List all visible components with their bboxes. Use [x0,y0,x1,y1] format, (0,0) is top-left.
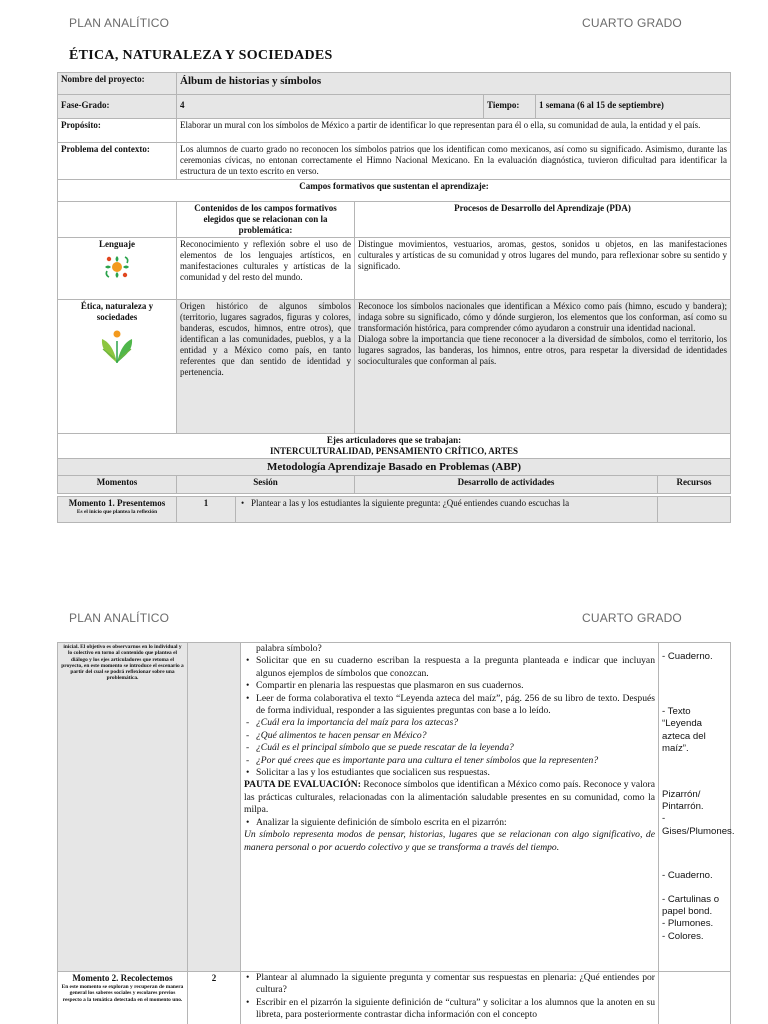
momento2-activities [241,972,659,1024]
row-campos-columns [58,202,731,238]
pda-etica-2: Dialoga sobre la importancia que tiene reconocer a la diversidad de símbolos, como el territorio, los lugares sagrados, las banderas, los himnos, entre otros, para respetar la diversidad de identidades socioculturales que conforman al país. [358,334,727,366]
row-lenguaje [58,238,731,300]
value-tiempo: 1 semana (6 al 15 de septiembre) [536,95,731,119]
momento1-sesion: 1 [177,497,236,523]
page-header-2 [0,607,768,631]
ejes-cell [58,434,731,459]
momento1-desc-cont: inicial. El objetivo es observarnos en lo individual y lo colectivo en torno al contenido que plantea el diálogo y los ejes articuladores que retoma el proyecto, en este momento se introduce el escenario a partir del cual se podrá reflexionar sobre una problemática. [58,643,188,972]
row-activity-columns [58,476,731,494]
activity-item: • Analizar la siguiente definición de símbolo escrita en el pizarrón: [244,817,655,829]
row-momento1-start [58,497,731,523]
pda-lenguaje: Distingue movimientos, vestuarios, aromas, gestos, sonidos u objetos, en las manifestaciones culturales y artísticas de su comunidad y otros lugares del mundo, para reflexionar sobre su sentido y significado. [355,238,731,300]
momento2-cell [58,972,188,1024]
row-momento2 [58,972,731,1024]
row-campos-heading [58,180,731,202]
lenguajes-flower-icon [97,254,137,280]
col-momentos: Momentos [58,476,177,494]
col-pda: Procesos de Desarrollo del Aprendizaje (PDA) [355,202,731,238]
label-fase: Fase-Grado: [58,95,177,119]
definicion-simbolo: Un símbolo representa modos de pensar, historias, lugares que se relacionan con algo significativo, de manera personal o por acuerdo colectivo y que se transforma a través del tiempo. [244,829,655,853]
row-etica [58,300,731,434]
page-gap [0,545,768,595]
question-item: - ¿Por qué crees que es importante para una cultura el tener símbolos que la representen? [244,755,655,767]
row-project-name [58,73,731,95]
row-fase [58,95,731,119]
row-problema [58,143,731,180]
page-2 [0,595,768,1024]
value-problema: Los alumnos de cuarto grado no reconocen los símbolos patrios que los identifican como mexicanos, así como su significado. Asimismo, durante las ceremonias cívicas, no entonan correctamente el Himno Nacional Mexicano. En la evaluación diagnóstica, tuvieron dificultad para identificar la estructura de un texto escrito en verso. [177,143,731,180]
momento1-title: Momento 1. Presentemos [68,498,166,508]
campo-etica-label: Ética, naturaleza y sociedades [80,301,154,322]
metodologia-title: Metodología Aprendizaje Basado en Problemas (ABP) [58,459,731,476]
label-problema: Problema del contexto: [58,143,177,180]
activity-item: • Escribir en el pizarrón la siguiente definición de “cultura” y solicitar a los alumnos que la anoten en su libreta, para posteriormente contrastar dicha información con el concepto [244,997,655,1022]
contenido-etica: Origen histórico de algunos símbolos (territorio, lugares sagrados, figuras y colores, banderas, escudos, himnos, entre otros), que identifican a las comunidades, pueblos, y a la entidad y a México como país, en tanto referentes que dan sentido de identidad y pertenencia. [177,300,355,434]
momento-table-p2 [57,642,735,1024]
ejes-heading: Ejes articuladores que se trabajan: [326,435,462,445]
pauta-evaluacion [244,779,655,816]
project-table [57,72,731,494]
pda-etica-1: Reconoce los símbolos nacionales que identifican a México como país (himno, escudo y bandera); indaga sobre su significado, cómo y dónde surgieron, los elementos que los conforman, así como su transformación histórica, para comprender cómo ayudaron a construir una identidad nacional. [358,301,727,333]
activity-item: • Compartir en plenaria las respuestas que plasmaron en sus cuadernos. [244,680,655,692]
momento2-desc: En este momento se exploran y recuperan de manera general los saberes sociales y escolares previos respecto a la temática detectada en el momento uno. [61,984,184,1003]
row-metodologia [58,459,731,476]
pauta-label: PAUTA DE EVALUACIÓN: [244,779,361,791]
activity-item: • Solicitar que en su cuaderno escriban la respuesta a la pregunta planteada e indicar que incluyan algunos ejemplos de símbolos que conozcan. [244,655,655,680]
question-item: - ¿Cuál era la importancia del maíz para los aztecas? [244,717,655,729]
momento1-sesion-cont [188,643,241,972]
recurso-item: - Texto “Leyenda azteca del maíz”. [662,706,706,754]
activity-item: palabra símbolo? [256,643,322,654]
header-right: CUARTO GRADO [582,611,682,625]
page-header [0,12,768,36]
recurso-item: - Gises/Plumones. [662,813,735,837]
activity-item: • Solicitar a las y los estudiantes que socialicen sus respuestas. [244,767,655,779]
label-project-name: Nombre del proyecto: [58,73,177,95]
pauta-text: Reconoce símbolos que identifican a México como país. Reconoce y valora las prácticas culturales, relacionadas con la alimentación saludable presentes en su comunidad, como la milpa. [244,779,655,816]
momento1-activities [241,643,659,972]
value-proposito: Elaborar un mural con los símbolos de México a partir de identificar lo que representan para él o ella, su comunidad de aula, la entidad y el país. [177,119,731,143]
label-tiempo: Tiempo: [484,95,536,119]
campo-lenguaje-label: Lenguaje [99,239,135,249]
recurso-item: Pizarrón/ Pintarrón. [662,789,704,813]
momento1-recursos-start [658,497,731,523]
momento1-recursos [659,643,735,972]
col-sesion [177,476,355,494]
row-momento1-cont [58,643,731,972]
row-proposito [58,119,731,143]
header-left: PLAN ANALÍTICO [69,611,170,625]
recurso-item: - Cartulinas o papel bond. [662,894,720,918]
activity-item: • Leer de forma colaborativa el texto “Leyenda azteca del maíz”, pág. 256 de su libro de texto. Después de forma individual, responder a las siguientes preguntas con base a lo leído. [244,693,655,718]
momento1-table-p1 [57,496,731,523]
col-sesion-label: Sesión [253,477,278,487]
contenido-lenguaje: Reconocimiento y reflexión sobre el uso de elementos de los lenguajes artísticos, en manifestaciones culturales y artísticas de la comunidad y del resto del mundo. [177,238,355,300]
row-ejes [58,434,731,459]
campos-heading: Campos formativos que sustentan el aprendizaje: [58,180,731,202]
recurso-item: - Colores. [662,930,704,942]
etica-sprout-icon [97,329,137,367]
ejes-value: INTERCULTURALIDAD, PENSAMIENTO CRÍTICO, ARTES [270,446,518,456]
recurso-item: - Cuaderno. [662,651,713,662]
momento1-activities-start [236,497,658,523]
value-project-name: Álbum de historias y símbolos [177,73,731,95]
question-item: - ¿Qué alimentos te hacen pensar en México? [244,730,655,742]
campo-etica [58,300,177,434]
momento1-cell [58,497,177,523]
activity-item: • Plantear al alumnado la siguiente pregunta y comentar sus respuestas en plenaria: ¿Qué entiendes por cultura? [244,972,655,997]
activity-item: • Plantear a las y los estudiantes la siguiente pregunta: ¿Qué entiendes cuando escuchas la [239,498,654,509]
momento2-title: Momento 2. Recolectemos [72,973,173,983]
col-recursos: Recursos [658,476,731,494]
question-item: - ¿Cuál es el principal símbolo que se puede rescatar de la leyenda? [244,742,655,754]
recurso-item: - Plumones. [662,918,714,930]
recurso-item: - Cuaderno. [662,869,713,881]
col-contenidos: Contenidos de los campos formativos elegidos que se relacionan con la problemática: [177,202,355,238]
label-proposito: Propósito: [58,119,177,143]
value-fase: 4 [177,95,484,119]
header-right: CUARTO GRADO [582,16,682,30]
pda-etica [355,300,731,434]
header-left: PLAN ANALÍTICO [69,16,170,30]
document-title: ÉTICA, NATURALEZA Y SOCIEDADES [69,48,333,63]
momento1-desc-short: Es el inicio que plantea la reflexión [76,509,158,515]
col-desarrollo: Desarrollo de actividades [355,476,658,494]
momento2-sesion: 2 [188,972,241,1024]
momento2-recursos [659,972,731,1024]
campo-lenguaje [58,238,177,300]
